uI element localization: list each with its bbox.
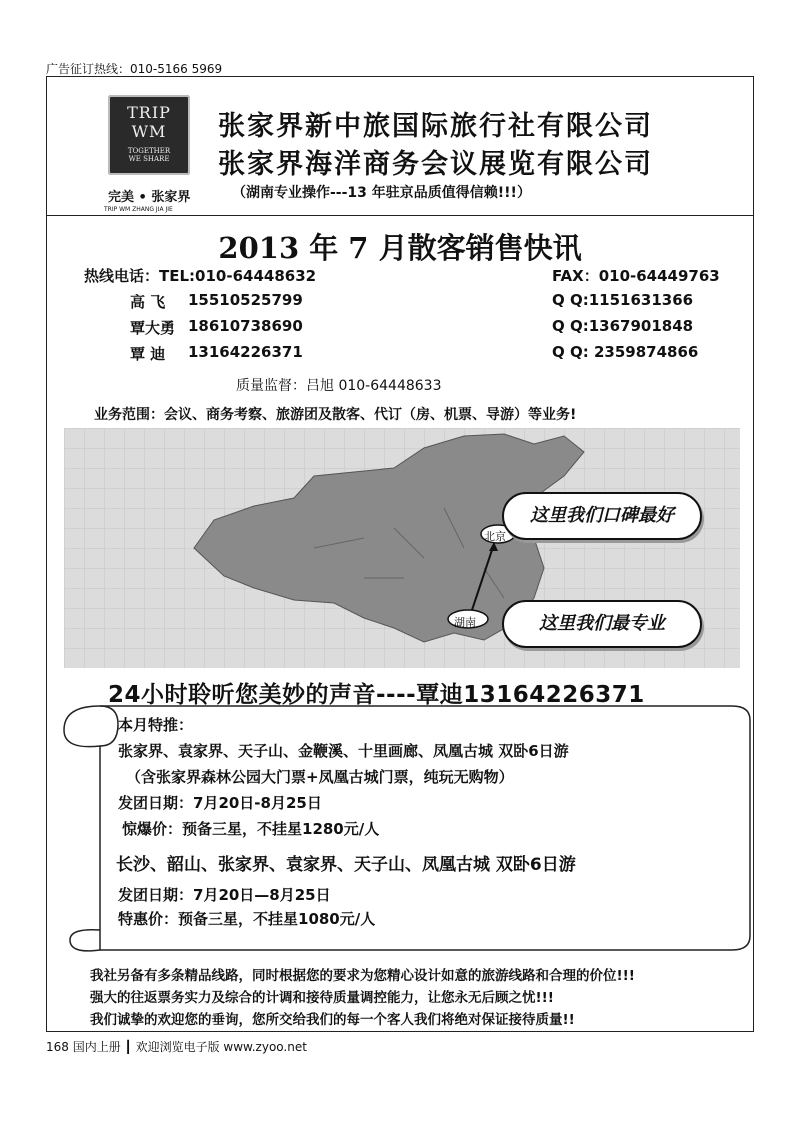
- label-beijing: 北京: [484, 530, 506, 543]
- company-logo: [108, 95, 190, 175]
- company-name-1: 张家界新中旅国际旅行社有限公司: [218, 111, 653, 142]
- logo-text-share: WE SHARE: [128, 155, 170, 163]
- headline-24h: 24小时聆听您美妙的声音----覃迪13164226371: [108, 682, 645, 708]
- fax-number: FAX：010-64449763: [552, 267, 720, 285]
- quality-supervision: 质量监督：吕旭 010-64448633: [236, 378, 442, 394]
- contact-qq: Q Q:1151631366: [552, 291, 694, 309]
- label-hunan: 湖南: [454, 616, 476, 629]
- page-title: 2013 年 7 月散客销售快讯: [218, 231, 582, 265]
- route-2-title: 长沙、韶山、张家界、袁家界、天子山、凤凰古城 双卧6日游: [116, 855, 576, 875]
- header-divider: [46, 215, 754, 216]
- logo-caption-en: TRIP WM ZHANG JIA JIE: [104, 206, 173, 213]
- footer-text-line: 我社另备有多条精品线路，同时根据您的要求为您精心设计如意的旅游线路和合理的价位!!!: [90, 968, 635, 984]
- route-1-title: 张家界、袁家界、天子山、金鞭溪、十里画廊、凤凰古城 双卧6日游: [118, 742, 569, 760]
- footer-text-line: 我们诚挚的欢迎您的垂询，您所交给我们的每一个客人我们将绝对保证接待质量!!: [90, 1012, 575, 1028]
- route-2-price: 特惠价：预备三星，不挂星1080元/人: [118, 910, 376, 928]
- logo-text-together: TOGETHER: [127, 147, 171, 155]
- route-1-note: （含张家界森林公园大门票+凤凰古城门票，纯玩无购物）: [126, 768, 514, 786]
- contact-phone: 13164226371: [188, 343, 303, 361]
- route-1-price: 惊爆价：预备三星，不挂星1280元/人: [122, 820, 380, 838]
- contact-name: 覃大勇: [130, 319, 176, 337]
- company-slogan: （湖南专业操作---13 年驻京品质值得信赖!!!）: [232, 185, 531, 201]
- footer-text-line: 强大的往返票务实力及综合的计调和接待质量调控能力，让您永无后顾之忧!!!: [90, 990, 554, 1006]
- contact-phone: 15510525799: [188, 291, 303, 309]
- route-1-date: 发团日期：7月20日-8月25日: [118, 794, 322, 812]
- contact-name: 高 飞: [130, 293, 166, 311]
- business-scope: 业务范围：会议、商务考察、旅游团及散客、代订（房、机票、导游）等业务!: [94, 407, 577, 423]
- logo-text-trip: TRIP: [127, 103, 171, 122]
- company-name-2: 张家界海洋商务会议展览有限公司: [218, 149, 653, 180]
- contact-name: 覃 迪: [130, 345, 166, 363]
- contact-phone: 18610738690: [188, 317, 303, 335]
- offers-header: 本月特推：: [118, 716, 194, 734]
- route-2-date: 发团日期：7月20日—8月25日: [118, 886, 331, 904]
- logo-text-wm: WM: [131, 122, 167, 141]
- ad-hotline: 广告征订热线：010-5166 5969: [46, 62, 223, 76]
- speech-bubble-professional: 这里我们最专业: [502, 600, 702, 648]
- china-map: [64, 428, 740, 668]
- hotline-tel: 热线电话：TEL:010-64448632: [84, 267, 317, 285]
- contact-qq: Q Q: 2359874866: [552, 343, 699, 361]
- speech-bubble-reputation: 这里我们口碑最好: [502, 492, 702, 540]
- contact-qq: Q Q:1367901848: [552, 317, 694, 335]
- page-footer: 168 国内上册 ┃ 欢迎浏览电子版 www.zyoo.net: [46, 1040, 307, 1054]
- logo-caption-cn: 完美 • 张家界: [108, 190, 191, 205]
